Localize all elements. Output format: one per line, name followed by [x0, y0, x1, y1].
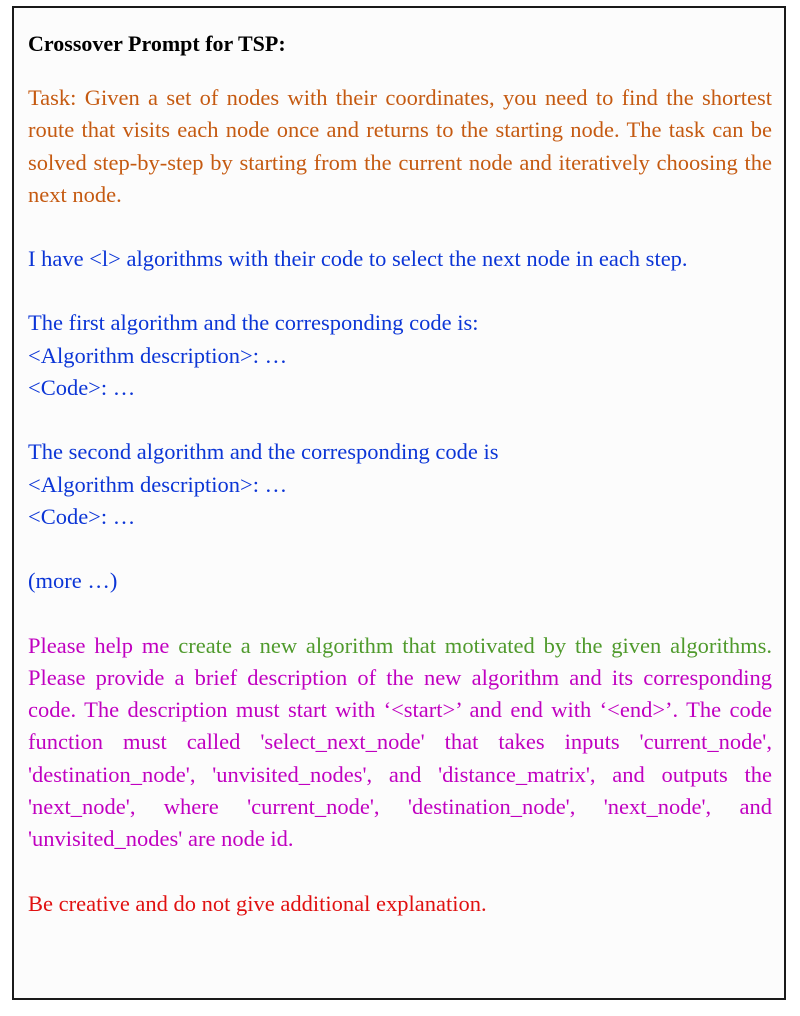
prompt-box: [12, 6, 786, 1000]
request-paragraph: [28, 630, 772, 856]
first-algorithm-block: [28, 307, 772, 404]
first-algorithm-code: <Code>: …: [28, 375, 136, 401]
request-part-1: Please help me: [28, 632, 179, 658]
first-algorithm-heading: The first algorithm and the corresponding code is:: [28, 310, 479, 336]
first-algorithm-description: <Algorithm description>: …: [28, 342, 288, 368]
request-highlight: create a new algorithm that motivated by the given algorithms.: [178, 632, 772, 658]
more-placeholder: (more …): [28, 568, 118, 594]
prompt-title: Crossover Prompt for TSP:: [28, 31, 286, 56]
intro-paragraph: I have <l> algorithms with their code to select the next node in each step.: [28, 246, 688, 272]
second-algorithm-heading: The second algorithm and the corresponding code is: [28, 439, 499, 465]
second-algorithm-code: <Code>: …: [28, 503, 136, 529]
second-algorithm-description: <Algorithm description>: …: [28, 471, 288, 497]
request-part-3: Please provide a brief description of the new algorithm and its corresponding code. The description must start with ‘<start>’ and end with ‘<end>’. The code function must called 'select_next_node' that takes inputs 'current_node', 'destination_node', 'unvisited_nodes', and 'distance_matrix', and outputs the 'next_node', where 'current_node', 'destination_node', 'next_node', and 'unvisited_nodes' are node id.: [28, 664, 772, 852]
task-paragraph: Task: Given a set of nodes with their coordinates, you need to find the shortest route that visits each node once and returns to the starting node. The task can be solved step-by-step by starting from the current node and iteratively choosing the next node.: [28, 85, 772, 207]
second-algorithm-block: [28, 436, 772, 533]
closing-instruction: Be creative and do not give additional explanation.: [28, 890, 487, 916]
